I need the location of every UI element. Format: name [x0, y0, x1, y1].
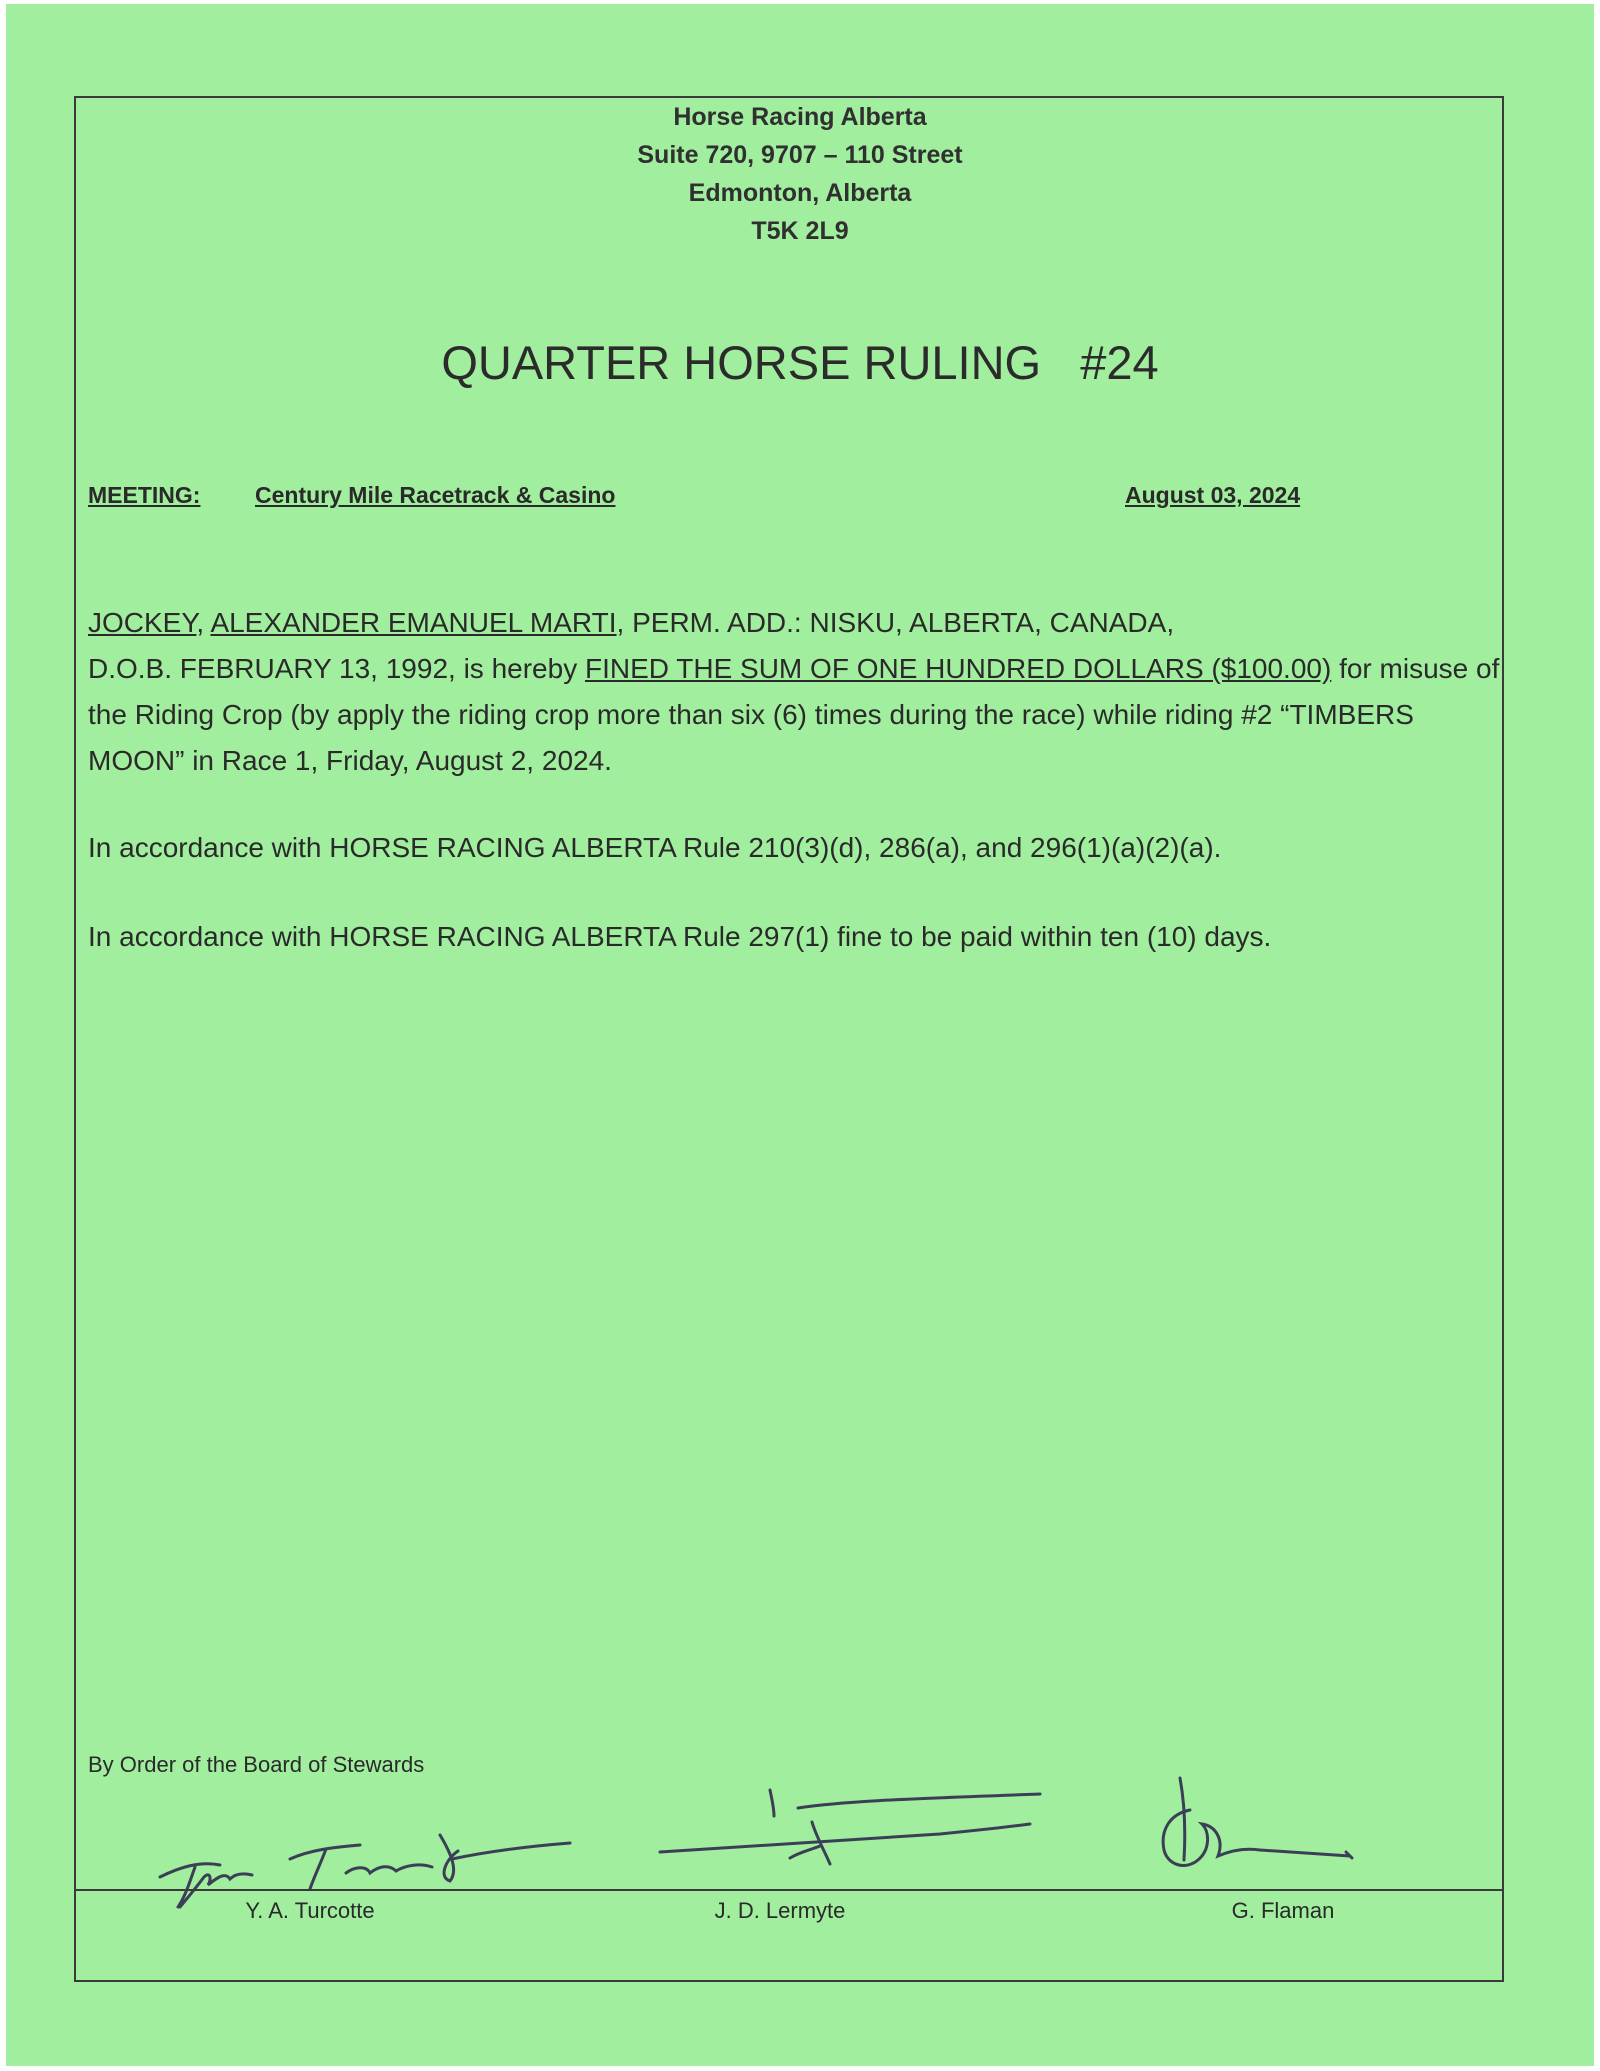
ruling-separator: ,	[196, 607, 211, 638]
jockey-dob: D.O.B. FEBRUARY 13, 1992, is hereby	[88, 653, 585, 684]
meeting-venue: Century Mile Racetrack & Casino	[255, 482, 616, 508]
signature-lermyte-icon	[640, 1780, 1120, 1890]
jockey-name: ALEXANDER EMANUEL MARTI	[210, 607, 617, 638]
steward-name-3: G. Flaman	[1231, 1898, 1335, 1923]
steward-name-1: Y. A. Turcotte	[245, 1898, 375, 1923]
ruling-line-2	[88, 646, 1518, 784]
fine-amount: FINED THE SUM OF ONE HUNDRED DOLLARS ($100.00)	[584, 653, 1332, 684]
ruling-title: QUARTER HORSE RULING #24	[441, 336, 1159, 389]
rule-reference-2: In accordance with HORSE RACING ALBERTA Rule 297(1) fine to be paid within ten (10) days.	[88, 921, 1272, 952]
jockey-address: , PERM. ADD.: NISKU, ALBERTA, CANADA,	[616, 607, 1175, 638]
steward-name-2: J. D. Lermyte	[714, 1898, 846, 1923]
meeting-label: MEETING:	[88, 482, 201, 508]
ruling-line-1	[88, 600, 1518, 646]
org-address: Suite 720, 9707 – 110 Street	[637, 141, 963, 169]
ruling-details: for misuse of the Riding Crop (by apply the riding crop more than six (6) times during the race) while riding #2 “TIMBERS MOON” in Race 1, Friday, August 2, 2024.	[88, 653, 1500, 776]
rule-reference-1: In accordance with HORSE RACING ALBERTA Rule 210(3)(d), 286(a), and 296(1)(a)(2)(a).	[88, 832, 1222, 863]
signature-line	[76, 1889, 1502, 1891]
ruling-paragraph	[88, 600, 1518, 784]
signature-flaman-icon	[1150, 1770, 1390, 1890]
meeting-date: August 03, 2024	[1125, 482, 1301, 508]
org-postal-code: T5K 2L9	[751, 217, 849, 245]
org-name: Horse Racing Alberta	[673, 103, 927, 131]
ruling-role: JOCKEY	[88, 607, 197, 638]
letterhead	[0, 98, 1600, 250]
org-city: Edmonton, Alberta	[688, 179, 912, 207]
order-text: By Order of the Board of Stewards	[88, 1752, 425, 1777]
